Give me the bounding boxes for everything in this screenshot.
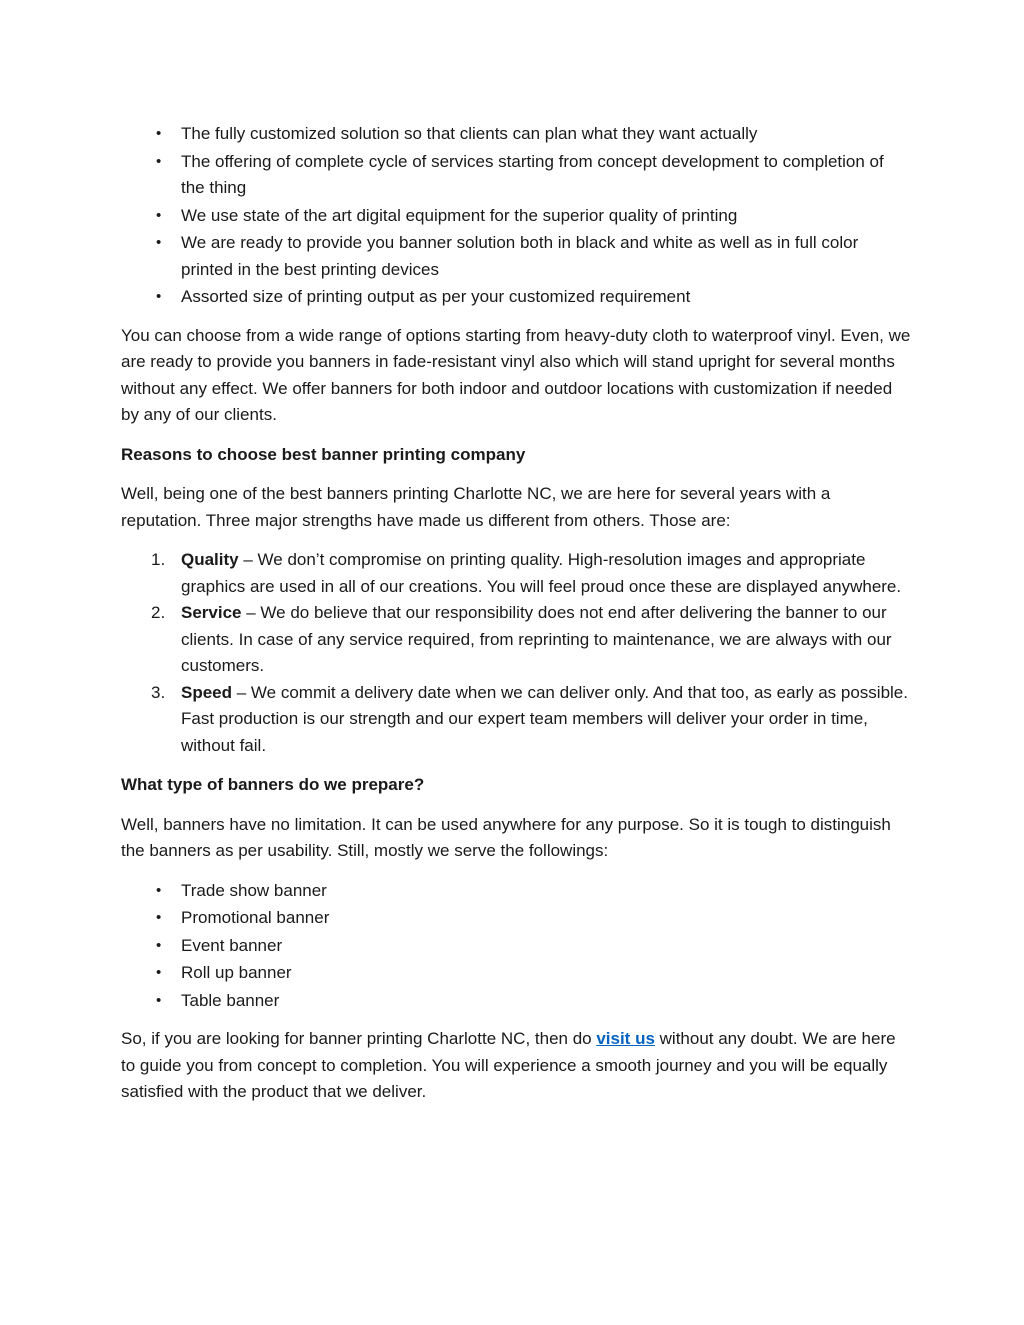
list-item-text: Table banner [181, 990, 280, 1010]
list-item [121, 878, 911, 905]
list-item [121, 960, 911, 987]
list-item [121, 988, 911, 1015]
list-item-speed [121, 680, 911, 760]
list-item [121, 149, 911, 202]
visit-us-link[interactable]: visit us [596, 1029, 655, 1048]
options-paragraph: You can choose from a wide range of options starting from heavy-duty cloth to waterproof vinyl. Even, we are ready to provide you banners in fade-resistant vinyl also which will stand upright for several months without any effect. We offer banners for both indoor and outdoor locations with customization if needed by any of our clients. [121, 325, 911, 424]
bullet-icon: • [156, 206, 162, 224]
bullet-icon: • [156, 991, 162, 1009]
closing-paragraph [121, 1026, 911, 1106]
strength-term: Service [181, 603, 242, 622]
list-item [121, 284, 911, 311]
strength-text: – We don’t compromise on printing quality. High-resolution images and appropriate graphics are used in all of our creations. You will feel proud once these are displayed anywhere. [181, 550, 902, 596]
reasons-heading: Reasons to choose best banner printing company [121, 444, 526, 464]
bullet-icon: • [156, 152, 162, 170]
bullet-icon: • [156, 234, 162, 251]
strength-text: – We do believe that our responsibility does not end after delivering the banner to our clients. In case of any service required, from reprinting to maintenance, we are always with our customers. [181, 603, 892, 675]
list-item-text: Assorted size of printing output as per your customized requirement [181, 287, 691, 306]
strength-text: – We commit a delivery date when we can deliver only. And that too, as early as possible. Fast production is our strength and our expert team members will deliver your order in time, without fail. [181, 682, 908, 755]
list-item [121, 203, 911, 230]
list-item-text: Trade show banner [181, 880, 327, 900]
list-item [121, 121, 911, 148]
list-item [121, 905, 911, 932]
bullet-icon: • [156, 964, 162, 981]
document-page [121, 121, 911, 1119]
types-intro-paragraph: Well, banners have no limitation. It can be used anywhere for any purpose. So it is tough to distinguish the banners as per usability. Still, mostly we serve the followings: [121, 814, 891, 860]
list-item-text: Roll up banner [181, 963, 292, 982]
list-item-text: Event banner [181, 935, 283, 955]
list-item-text: Promotional banner [181, 908, 330, 927]
banner-types-list [121, 878, 911, 1015]
list-item-service [121, 600, 911, 680]
list-item-text: We use state of the art digital equipment for the superior quality of printing [181, 205, 738, 225]
bullet-icon: • [156, 125, 162, 142]
types-heading: What type of banners do we prepare? [121, 775, 425, 794]
list-item [121, 230, 911, 283]
list-item-quality [121, 547, 911, 600]
strengths-list [121, 547, 911, 759]
closing-text-after: without any doubt. We are here to guide you from concept to completion. You will experience a smooth journey and you will be equally satisfied with the product that we deliver. [121, 1029, 896, 1101]
reasons-intro-paragraph: Well, being one of the best banners printing Charlotte NC, we are here for several years with a reputation. Three major strengths have made us different from others. Those are: [121, 484, 831, 530]
strength-term: Speed [181, 682, 233, 702]
list-item-text: We are ready to provide you banner solution both in black and white as well as in full color printed in the best printing devices [181, 233, 859, 279]
bullet-icon: • [156, 909, 162, 926]
intro-bullet-list [121, 121, 911, 311]
closing-text-before: So, if you are looking for banner printing Charlotte NC, then do [121, 1029, 597, 1048]
list-number: 2. [151, 603, 166, 622]
bullet-icon: • [156, 936, 162, 954]
list-number: 1. [151, 550, 166, 569]
list-item [121, 933, 911, 960]
list-item-text: The fully customized solution so that clients can plan what they want actually [181, 124, 758, 143]
list-number: 3. [151, 682, 166, 702]
list-item-text: The offering of complete cycle of services starting from concept development to completion of the thing [181, 151, 884, 197]
strength-term: Quality [181, 550, 239, 569]
bullet-icon: • [156, 288, 162, 305]
bullet-icon: • [156, 881, 162, 899]
